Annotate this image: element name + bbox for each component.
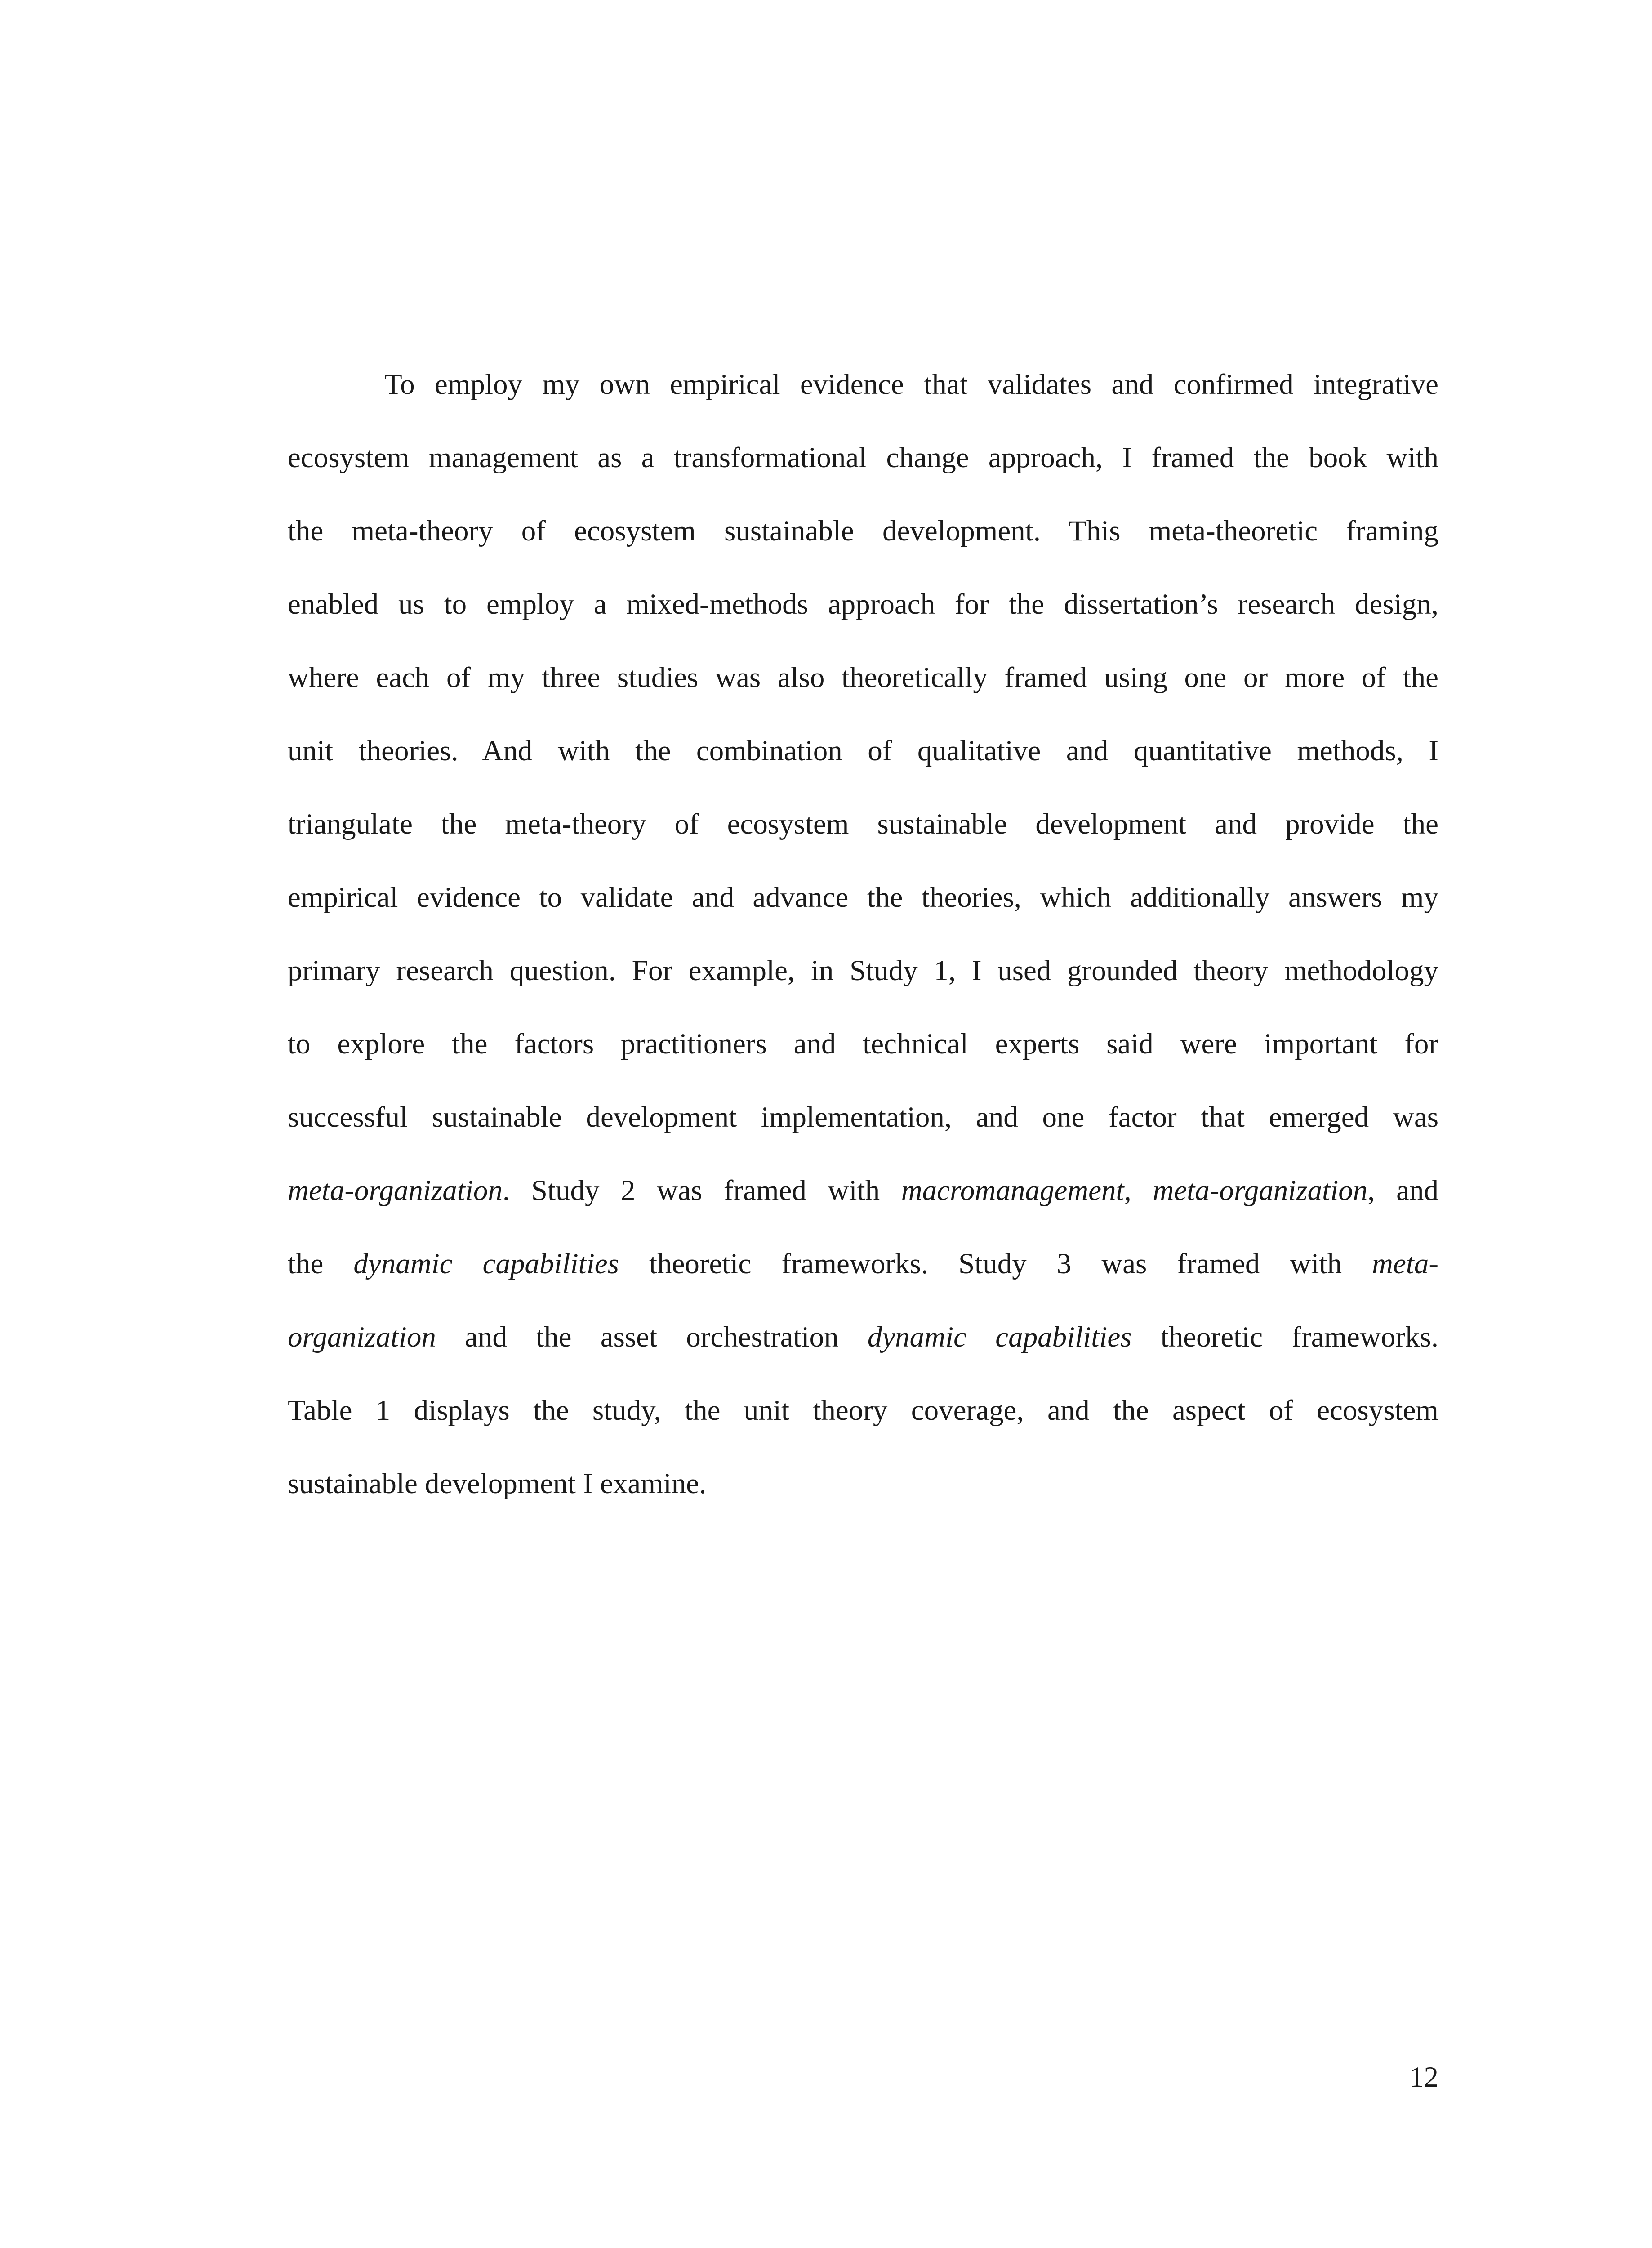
paragraph-line bbox=[288, 1239, 1438, 1312]
text-run: sustainable development I examine. bbox=[288, 1467, 707, 1500]
text-run: the meta-theory of ecosystem sustainable development. This meta-theoretic framing bbox=[288, 515, 1438, 547]
text-run: Table 1 displays the study, the unit theory coverage, and the aspect of ecosystem bbox=[288, 1394, 1438, 1427]
paragraph-line bbox=[288, 946, 1438, 1019]
paragraph-line bbox=[288, 1459, 1438, 1532]
italic-term: dynamic capabilities bbox=[353, 1248, 619, 1280]
text-run: empirical evidence to validate and advance the theories, which additionally answers my bbox=[288, 881, 1438, 914]
body-paragraph bbox=[288, 360, 1438, 1532]
text-run: . Study 2 was framed with bbox=[502, 1174, 901, 1207]
text-run: unit theories. And with the combination of qualitative and quantitative methods, I bbox=[288, 735, 1438, 767]
italic-term: dynamic capabilities bbox=[867, 1321, 1132, 1353]
text-run: primary research question. For example, in Study 1, I used grounded theory methodology bbox=[288, 955, 1438, 987]
paragraph-line bbox=[288, 506, 1438, 580]
paragraph-line bbox=[288, 1093, 1438, 1166]
paragraph-line bbox=[288, 653, 1438, 726]
paragraph-line bbox=[288, 580, 1438, 653]
text-run: ecosystem management as a transformational change approach, I framed the book with bbox=[288, 442, 1438, 474]
paragraph-line bbox=[288, 1386, 1438, 1459]
paragraph-line bbox=[288, 726, 1438, 799]
paragraph-line bbox=[288, 873, 1438, 946]
italic-term: meta-organization bbox=[288, 1174, 503, 1207]
text-run: to explore the factors practitioners and technical experts said were important for bbox=[288, 1028, 1438, 1060]
text-run: enabled us to employ a mixed-methods approach for the dissertation’s research design, bbox=[288, 588, 1438, 620]
paragraph-line bbox=[288, 360, 1438, 433]
text-run: where each of my three studies was also theoretically framed using one or more of the bbox=[288, 661, 1438, 694]
italic-term: organization bbox=[288, 1321, 436, 1353]
text-run: the bbox=[288, 1248, 354, 1280]
text-run: theoretic frameworks. bbox=[1131, 1321, 1438, 1353]
text-run: , and bbox=[1367, 1174, 1439, 1207]
paragraph-line bbox=[288, 1019, 1438, 1093]
text-run: theoretic frameworks. Study 3 was framed with bbox=[619, 1248, 1372, 1280]
text-run: and the asset orchestration bbox=[436, 1321, 868, 1353]
text-run: triangulate the meta-theory of ecosystem sustainable development and provide the bbox=[288, 808, 1438, 840]
text-run: To employ my own empirical evidence that validates and confirmed integrative bbox=[384, 368, 1438, 401]
italic-term: meta- bbox=[1372, 1248, 1438, 1280]
paragraph-line bbox=[288, 799, 1438, 873]
paragraph-line bbox=[288, 1312, 1438, 1386]
paragraph-line bbox=[288, 433, 1438, 506]
page-number: 12 bbox=[1409, 2061, 1438, 2093]
text-run: successful sustainable development implementation, and one factor that emerged was bbox=[288, 1101, 1438, 1133]
paragraph-line bbox=[288, 1166, 1438, 1239]
italic-term: macromanagement, meta-organization bbox=[901, 1174, 1368, 1207]
